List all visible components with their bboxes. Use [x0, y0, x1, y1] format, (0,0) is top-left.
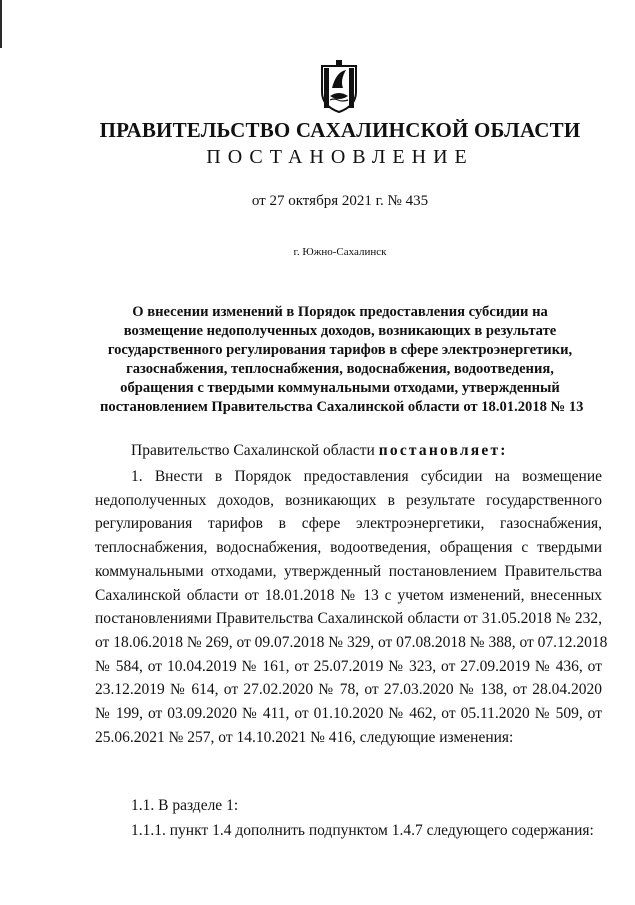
- paragraph-line: регулирования тарифов в сфере электроэнергетики, газоснабжения,: [95, 515, 602, 533]
- subject-line: О внесении изменений в Порядок предоставления субсидии на: [132, 304, 548, 320]
- subject-line: обращения с твердыми коммунальными отходами, утвержденный: [120, 380, 560, 396]
- subject-line: государственного регулирования тарифов в сфере электроэнергетики,: [107, 342, 573, 358]
- document-type: ПОСТАНОВЛЕНИЕ: [206, 146, 474, 168]
- subject-line: возмещение недополученных доходов, возникающих в результате: [123, 323, 557, 339]
- preamble-subject: Правительство Сахалинской области: [131, 442, 375, 459]
- paragraph-line: постановлениями Правительства Сахалинской области от 31.05.2018 № 232,: [95, 610, 602, 628]
- government-name: ПРАВИТЕЛЬСТВО САХАЛИНСКОЙ ОБЛАСТИ: [99, 118, 581, 142]
- paragraph-line: теплоснабжения, водоснабжения, водоотведения, обращения с твердыми: [95, 539, 602, 557]
- paragraph-line: 23.12.2019 № 614, от 27.02.2020 № 78, от 27.03.2020 № 138, от 28.04.2020: [95, 681, 602, 699]
- paragraph-line: Сахалинской области от 18.01.2018 № 13 с учетом изменений, внесенных: [95, 586, 602, 604]
- paragraph-line: № 584, от 10.04.2019 № 161, от 25.07.2019 № 323, от 27.09.2019 № 436, от: [95, 657, 602, 675]
- paragraph-line: № 199, от 03.09.2020 № 411, от 01.10.2020 № 462, от 05.11.2020 № 509, от: [95, 705, 602, 723]
- document-date-number: от 27 октября 2021 г. № 435: [251, 193, 429, 209]
- subject-line: постановлением Правительства Сахалинской области от 18.01.2018 № 13: [100, 399, 584, 415]
- preamble: [131, 442, 508, 460]
- subject-line: газоснабжения, теплоснабжения, водоснабжения, водоотведения,: [126, 361, 554, 377]
- paragraph-1: [95, 465, 608, 749]
- document-subject: [100, 303, 584, 417]
- scan-edge-mark: [0, 0, 2, 48]
- paragraph-line: от 18.06.2018 № 269, от 09.07.2018 № 329, от 07.08.2018 № 388, от 07.12.2018: [95, 633, 608, 651]
- document-city: г. Южно-Сахалинск: [293, 246, 387, 258]
- sub-item-1-1-1: 1.1.1. пункт 1.4 дополнить подпунктом 1.4.7 следующего содержания:: [131, 822, 594, 839]
- sub-item-1-1: 1.1. В разделе 1:: [131, 797, 239, 814]
- preamble-verb: постановляет:: [378, 442, 508, 459]
- paragraph-line: 1. Внести в Порядок предоставления субсидии на возмещение: [131, 468, 602, 485]
- coat-of-arms-icon: [316, 58, 362, 114]
- paragraph-line: 25.06.2021 № 257, от 14.10.2021 № 416, следующие изменения:: [95, 728, 514, 746]
- paragraph-line: коммунальными отходами, утвержденный постановлением Правительства: [95, 562, 602, 580]
- paragraph-line: недополученных доходов, возникающих в результате государственного: [95, 491, 602, 509]
